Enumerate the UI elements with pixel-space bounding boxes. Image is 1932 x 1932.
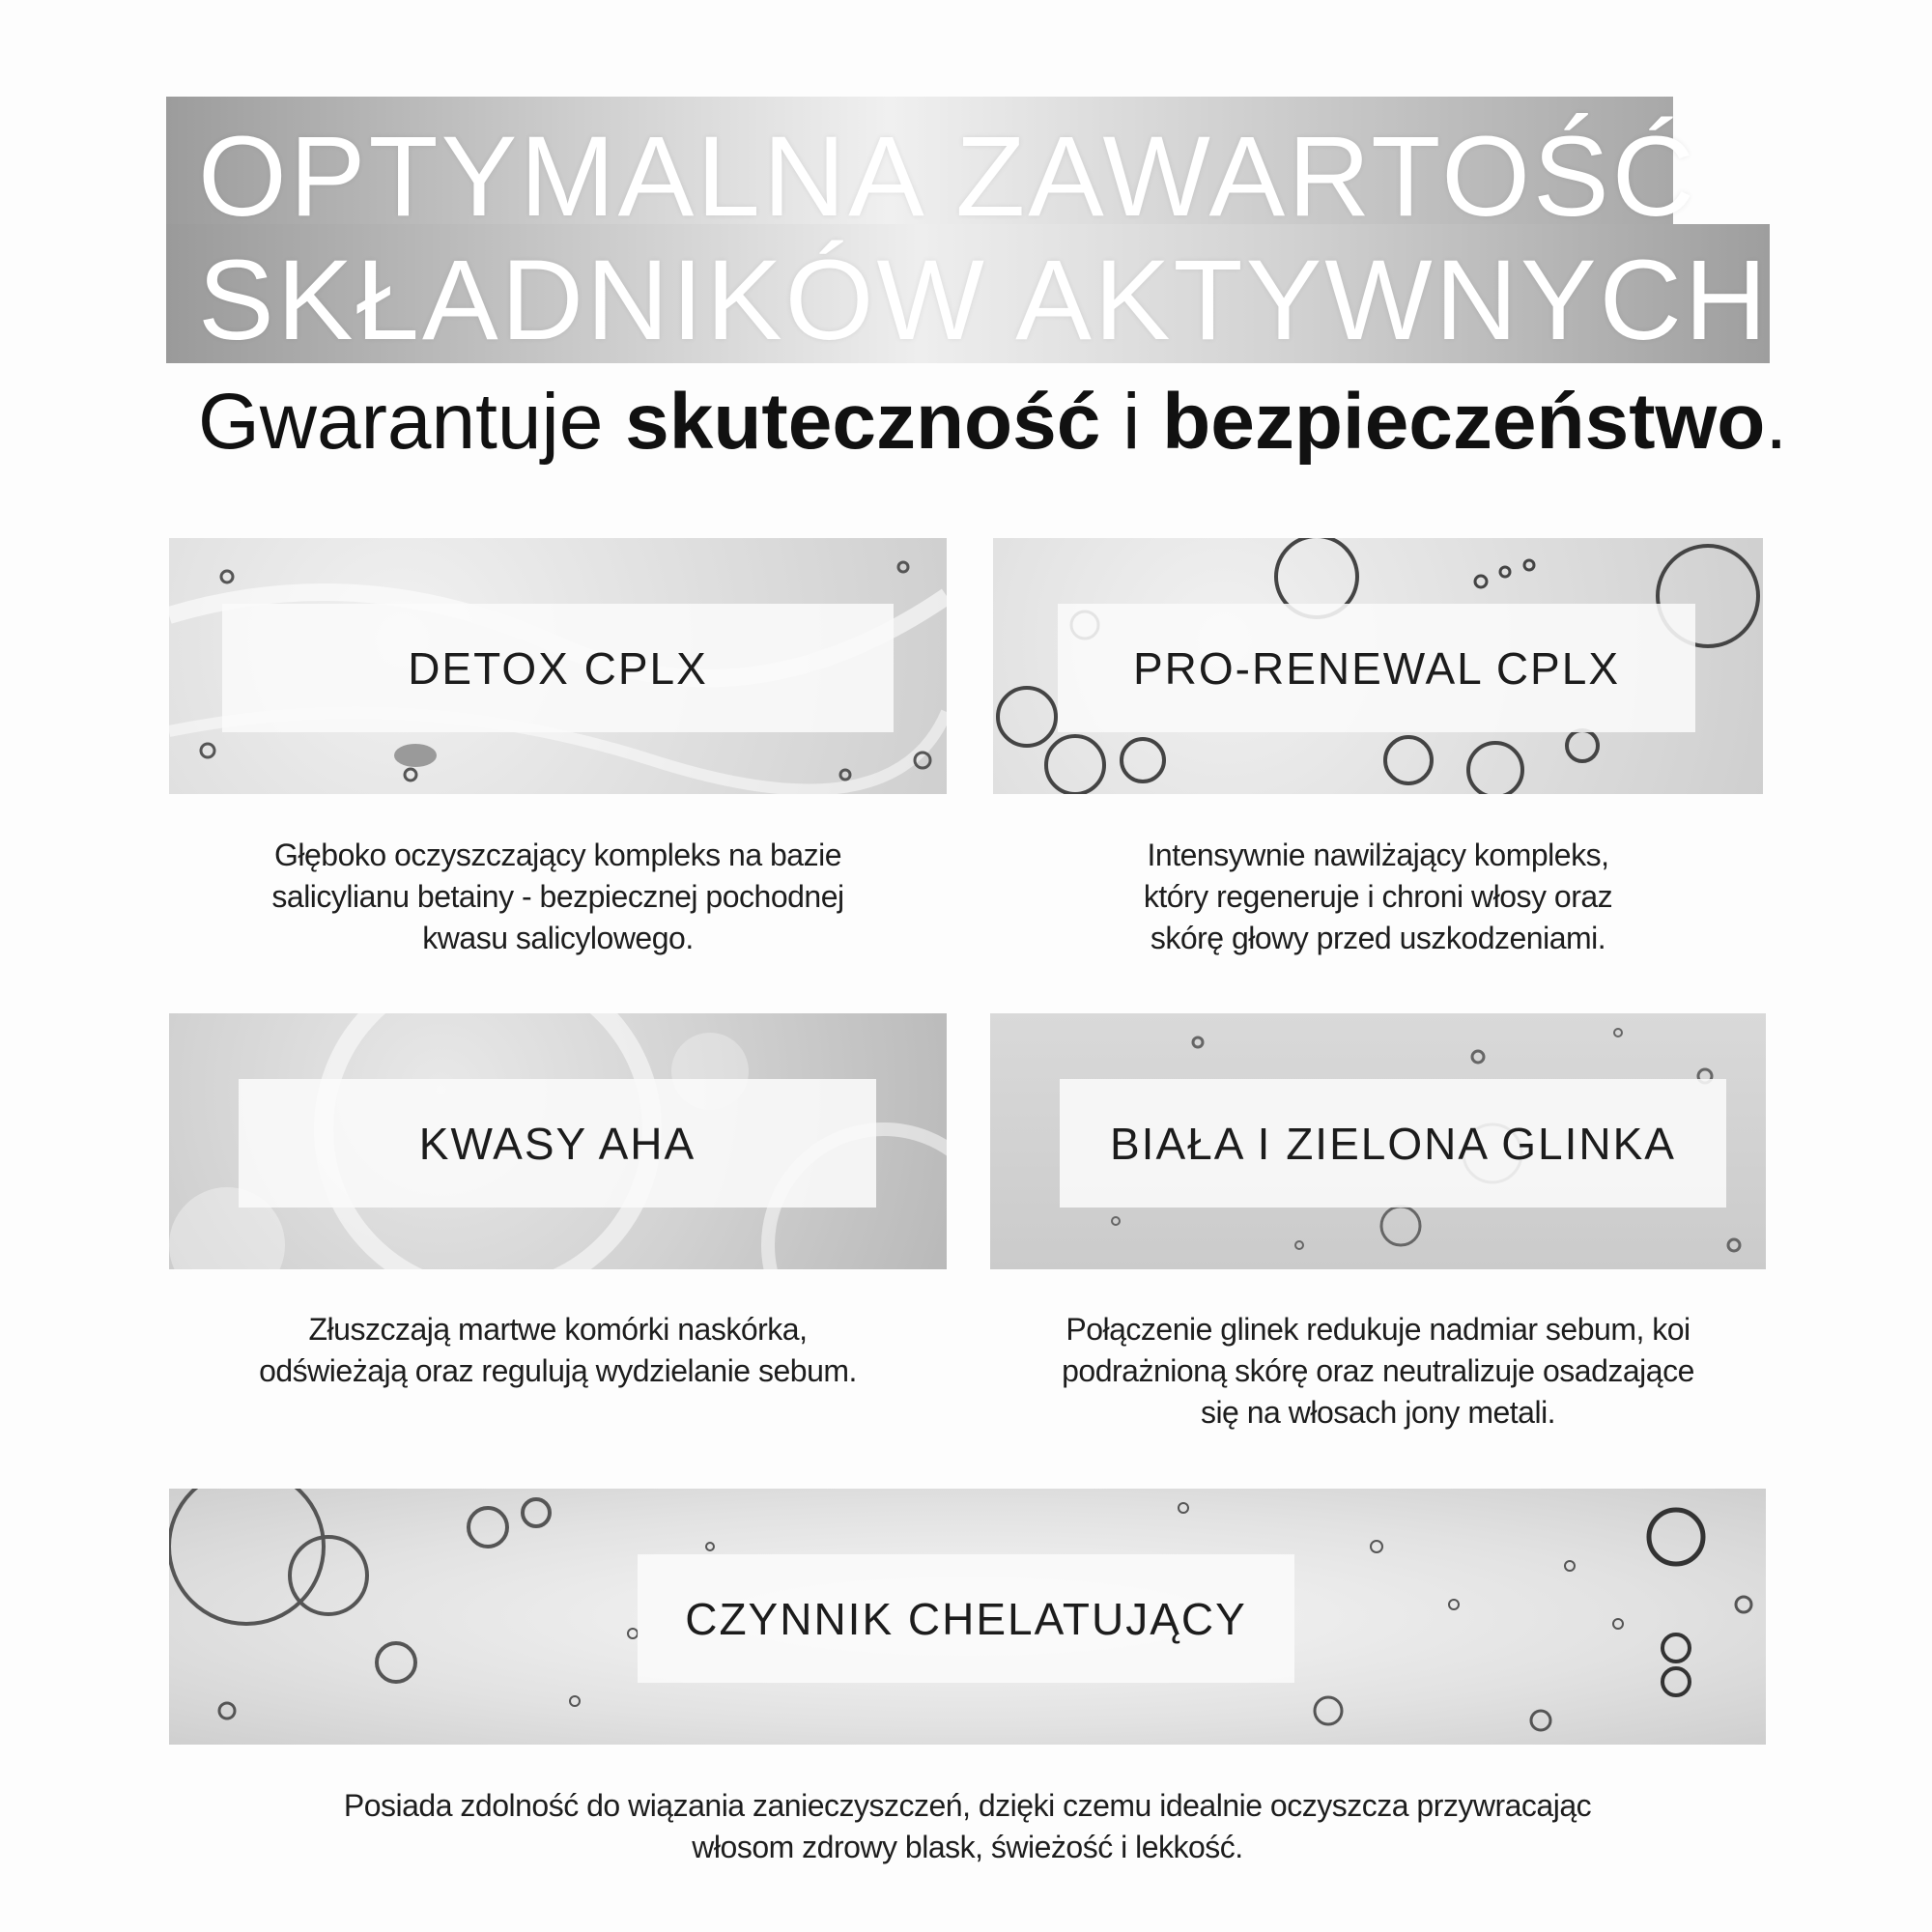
ingredient-card-chelating (169, 1489, 1766, 1745)
ingredient-label: DETOX CPLX (408, 642, 708, 694)
label-box (638, 1554, 1294, 1683)
ingredient-description-chelating (169, 1785, 1766, 1868)
subtitle (198, 375, 1787, 469)
ingredient-label: KWASY AHA (418, 1118, 696, 1169)
description-line: Głęboko oczyszczający kompleks na bazie (274, 838, 841, 872)
description-line: podrażnioną skórę oraz neutralizuje osadzające (1062, 1353, 1694, 1388)
description-line: Złuszczają martwe komórki naskórka, (308, 1312, 808, 1347)
description-line: skórę głowy przed uszkodzeniami. (1150, 921, 1606, 955)
description-line: który regeneruje i chroni włosy oraz (1143, 879, 1613, 914)
ingredient-card-detox (169, 538, 947, 794)
description-line: Intensywnie nawilżający kompleks, (1147, 838, 1609, 872)
label-box (222, 604, 894, 732)
label-box (1058, 604, 1695, 732)
ingredient-description-detox (169, 835, 947, 959)
description-line: się na włosach jony metali. (1200, 1395, 1556, 1430)
description-line: włosom zdrowy blask, świeżość i lekkość. (692, 1830, 1243, 1864)
ingredient-description-aha (169, 1309, 947, 1392)
ingredient-card-clay (990, 1013, 1766, 1269)
ingredient-label: CZYNNIK CHELATUJĄCY (685, 1593, 1247, 1644)
title-line-2: SKŁADNIKÓW AKTYWNYCH (198, 237, 1771, 364)
subtitle-suffix: . (1765, 378, 1788, 466)
ingredient-card-pro-renewal (993, 538, 1763, 794)
description-line: salicylianu betainy - bezpiecznej pochodnej (271, 879, 844, 914)
subtitle-middle: i (1100, 378, 1163, 466)
ingredient-label: PRO-RENEWAL CPLX (1132, 642, 1621, 694)
ingredient-description-clay (990, 1309, 1766, 1434)
description-line: Posiada zdolność do wiązania zanieczyszczeń, dzięki czemu idealnie oczyszcza przywracając (343, 1788, 1592, 1823)
description-line: Połączenie glinek redukuje nadmiar sebum, koi (1065, 1312, 1690, 1347)
ingredient-label: BIAŁA I ZIELONA GLINKA (1109, 1118, 1676, 1169)
label-box (239, 1079, 876, 1208)
ingredient-description-pro-renewal (993, 835, 1763, 959)
subtitle-bold-effectiveness: skuteczność (625, 378, 1101, 466)
description-line: odświeżają oraz regulują wydzielanie sebum. (259, 1353, 857, 1388)
subtitle-prefix: Gwarantuje (198, 378, 626, 466)
subtitle-bold-safety: bezpieczeństwo (1162, 378, 1766, 466)
title-line-1: OPTYMALNA ZAWARTOŚĆ (198, 113, 1697, 241)
description-line: kwasu salicylowego. (422, 921, 694, 955)
label-box (1060, 1079, 1726, 1208)
ingredient-card-aha (169, 1013, 947, 1269)
